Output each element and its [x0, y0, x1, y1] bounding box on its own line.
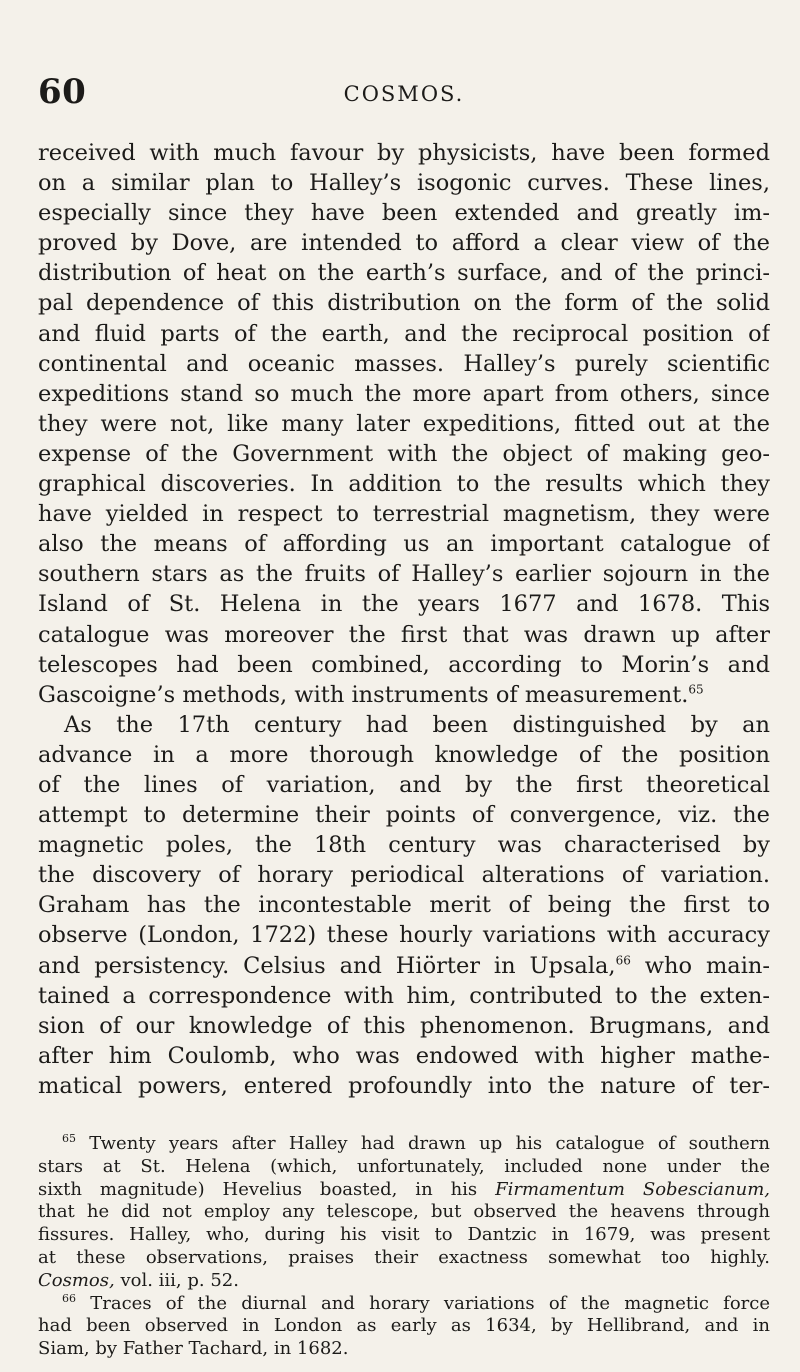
body-line: attempt to determine their points of convergence, viz. the [38, 802, 770, 829]
body-line: observe (London, 1722) these hourly variations with accuracy [38, 922, 770, 949]
body-line: they were not, like many later expeditions, fitted out at the [38, 410, 770, 437]
footnote-line: at these observations, praises their exactness somewhat too highly. [38, 1246, 770, 1268]
body-line: proved by Dove, are intended to afford a clear view of the [38, 230, 770, 257]
body-line: advance in a more thorough knowledge of the position [38, 741, 770, 768]
footnote-line: had been observed in London as early as 1634, by Hellibrand, and in [38, 1315, 770, 1337]
body-text [38, 138, 770, 1101]
footnote-line: fissures. Halley, who, during his visit to Dantzic in 1679, was present [38, 1224, 770, 1246]
body-line [38, 951, 770, 981]
line-text: Gascoigne’s methods, with instruments of measurement. [38, 681, 689, 708]
body-line: southern stars as the fruits of Halley’s earlier sojourn in the [38, 561, 770, 588]
footnote-ref-66[interactable]: 66 [615, 953, 631, 968]
running-head: COSMOS. [343, 82, 465, 106]
footnote-ref-65[interactable]: 65 [688, 682, 704, 697]
body-line: especially since they have been extended and greatly im- [38, 200, 770, 227]
footnote-line: Siam, by Father Tachard, in 1682. [38, 1338, 349, 1360]
line-text: who main- [630, 952, 770, 979]
body-line: on a similar plan to Halley’s isogonic curves. These lines, [38, 170, 770, 197]
book-title: Cosmos, [38, 1269, 115, 1291]
page-header [38, 72, 770, 112]
body-line: received with much favour by physicists, have been formed [38, 140, 770, 166]
footnote-line: sixth magnitude) Hevelius boasted, in his Firmamentum Sobescianum, [38, 1178, 770, 1200]
body-line: and fluid parts of the earth, and the reciprocal position of [38, 320, 770, 347]
body-line: magnetic poles, the 18th century was characterised by [38, 832, 770, 859]
body-line: Graham has the incontestable merit of being the first to [38, 892, 770, 919]
body-line [38, 680, 770, 710]
body-line: telescopes had been combined, according to Morin’s and [38, 651, 770, 678]
footnote-line: Cosmos, vol. iii, p. 52. [38, 1269, 239, 1291]
footnote-number-65: 65 [62, 1133, 76, 1145]
body-line: expense of the Government with the object of making geo- [38, 440, 770, 467]
body-line: distribution of heat on the earth’s surface, and of the princi- [38, 260, 770, 287]
body-line: also the means of affording us an important catalogue of [38, 531, 770, 558]
body-line: the discovery of horary periodical alterations of variation. [38, 862, 770, 889]
body-line: sion of our knowledge of this phenomenon. Brugmans, and [38, 1012, 770, 1039]
body-line: graphical discoveries. In addition to the results which they [38, 471, 770, 498]
body-line: pal dependence of this distribution on the form of the solid [38, 290, 770, 317]
footnotes [38, 1133, 770, 1361]
body-line: continental and oceanic masses. Halley’s purely scientific [38, 350, 770, 377]
line-text: and persistency. Celsius and Hiörter in Upsala, [38, 952, 616, 979]
book-page [38, 0, 770, 1372]
body-line: after him Coulomb, who was endowed with higher mathe- [38, 1042, 770, 1069]
body-line: catalogue was moreover the first that was drawn up after [38, 621, 770, 648]
book-title: Firmamentum Sobescianum, [495, 1178, 770, 1200]
page-number: 60 [38, 72, 87, 112]
footnote-line: stars at St. Helena (which, unfortunately, included none under the [38, 1155, 770, 1177]
body-line: As the 17th century had been distinguished by an [64, 711, 770, 738]
body-line: expeditions stand so much the more apart from others, since [38, 380, 770, 407]
body-line: have yielded in respect to terrestrial magnetism, they were [38, 501, 770, 528]
body-line: matical powers, entered profoundly into the nature of ter- [38, 1072, 770, 1099]
body-line: of the lines of variation, and by the first theoretical [38, 771, 770, 798]
footnote-line: that he did not employ any telescope, but observed the heavens through [38, 1201, 770, 1223]
footnote-65-line: $^{65}$ Twenty years after Halley had drawn up his catalogue of southern [62, 1133, 770, 1154]
body-line: Island of St. Helena in the years 1677 and 1678. This [38, 591, 770, 618]
footnote-66-line: $^{66}$ Traces of the diurnal and horary variations of the magnetic force [62, 1292, 770, 1314]
body-line: tained a correspondence with him, contributed to the exten- [38, 982, 770, 1009]
footnote-number-66: 66 [62, 1292, 76, 1305]
